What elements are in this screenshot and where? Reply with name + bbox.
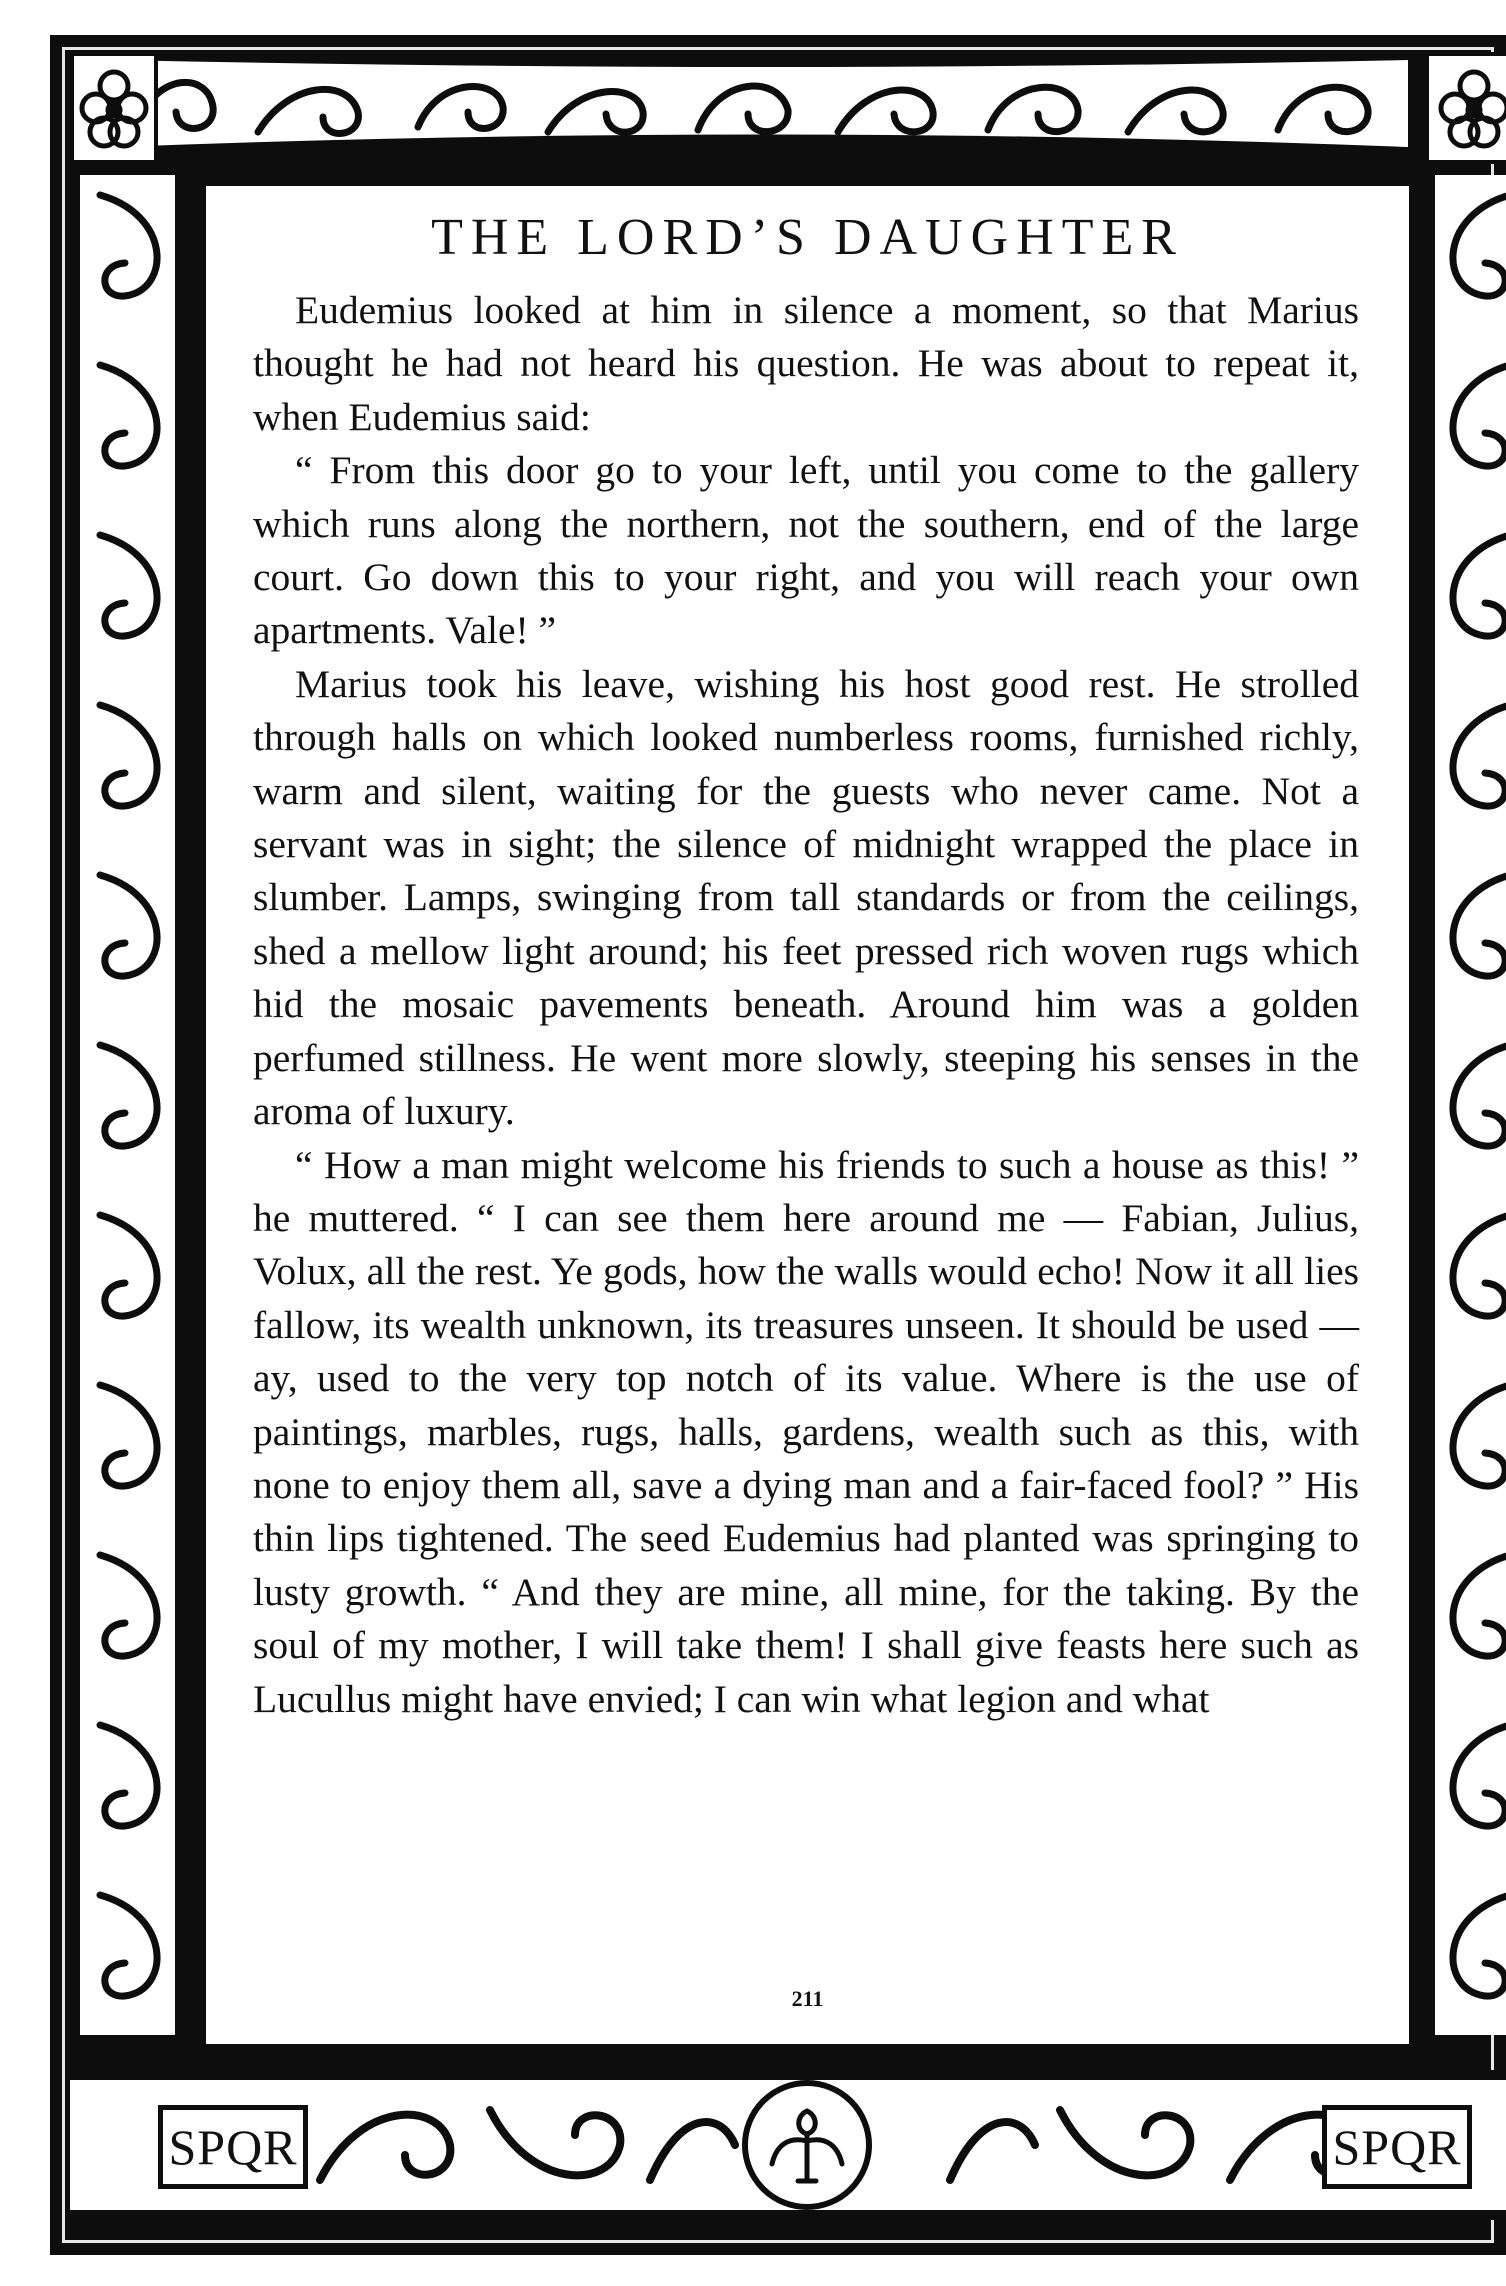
spqr-plaque-right: SPQR — [1322, 2105, 1472, 2189]
body-text — [253, 284, 1359, 1726]
flower-icon — [1429, 56, 1506, 160]
scroll-ornament-icon — [70, 175, 185, 2035]
corner-flower-ornament — [1425, 52, 1506, 164]
text-panel — [200, 180, 1415, 2050]
scroll-ornament-icon — [118, 52, 1408, 156]
corner-flower-ornament — [70, 52, 158, 164]
scroll-ornament-icon — [1425, 175, 1506, 2035]
page-number: 211 — [791, 1986, 824, 2011]
page-title: THE LORD’S DAUGHTER — [431, 209, 1184, 266]
top-ornament-band — [118, 52, 1408, 156]
paragraph: “ How a man might welcome his friends to such a house as this! ” he muttered. “ I can see them here around me — Fabian, Julius, Volux, all the rest. Ye gods, how the walls would echo! Now it all lies fallow, its wealth unknown, its treasures unseen. It should be used — ay, used to the very top notch of its value. Where is the use of paintings, marbles, rugs, halls, gardens, wealth such as this, with none to enjoy them all, save a dying man and a fair-faced fool? ” His thin lips tightened. The seed Eudemius had planted was springing to lusty growth. “ And they are mine, all mine, for the taking. By the soul of my mother, I will take them! I shall give feasts here such as Lucullus might have envied; I can win what legion and what — [253, 1142, 1359, 1721]
paragraph: Eudemius looked at him in silence a moment, so that Marius thought he had not heard his question. He was about to repeat it, when Eudemius said: — [253, 288, 1359, 439]
left-ornament-band — [70, 175, 185, 2035]
right-ornament-band — [1425, 175, 1506, 2035]
eagle-icon — [748, 2086, 866, 2204]
flower-icon — [74, 56, 154, 160]
paragraph: Marius took his leave, wishing his host good rest. He strolled through halls on which looked numberless rooms, furnished richly, warm and silent, waiting for the guests who never came. Not a servant was in sight; the silence of midnight wrapped the place in slumber. Lamps, swinging from tall standards or from the ceilings, shed a mellow light around; his feet pressed rich woven rugs which hid the mosaic pavements beneath. Around him was a golden perfumed stillness. He went more slowly, steeping his senses in the aroma of luxury. — [253, 661, 1359, 1134]
eagle-medallion — [742, 2080, 872, 2210]
spqr-plaque-left: SPQR — [158, 2105, 308, 2189]
paragraph: “ From this door go to your left, until you come to the gallery which runs along the northern, not the southern, end of the large court. Go down this to your right, and you will reach your own apartments. Vale! ” — [253, 448, 1359, 653]
